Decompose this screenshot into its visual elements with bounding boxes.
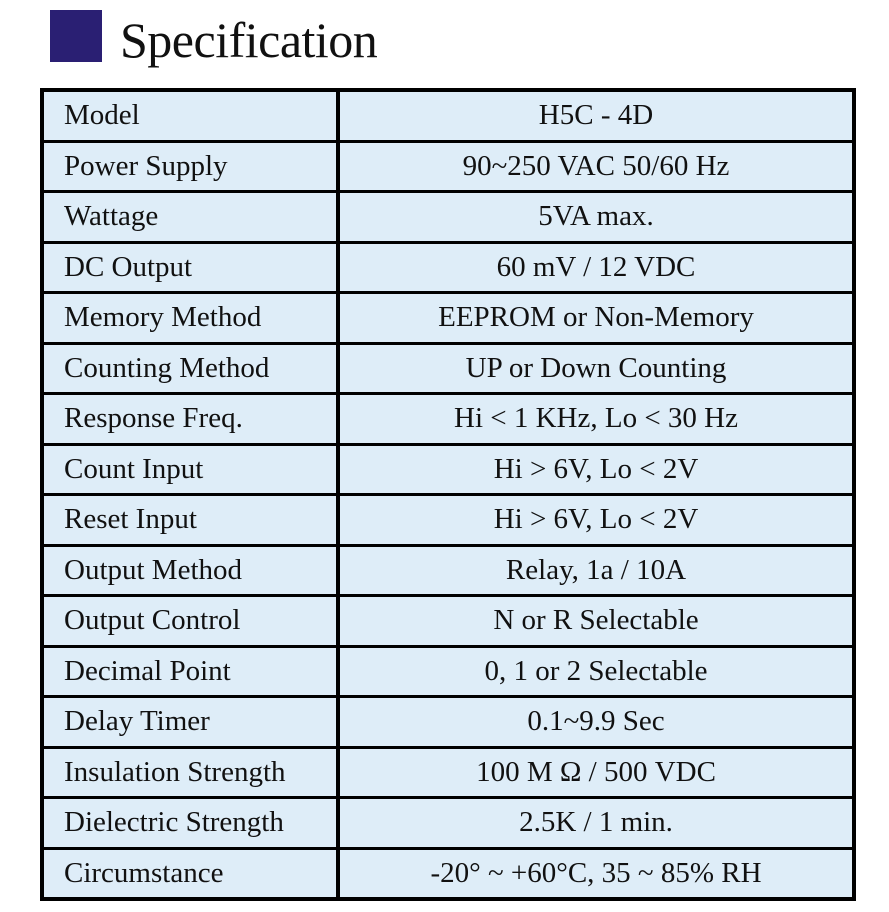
spec-label: Reset Input — [42, 495, 338, 546]
spec-row-insulation-strength — [42, 747, 854, 798]
specification-table — [40, 88, 856, 901]
spec-row-output-control — [42, 596, 854, 647]
spec-row-model — [42, 90, 854, 141]
spec-value: 5VA max. — [338, 192, 854, 243]
spec-value: 0.1~9.9 Sec — [338, 697, 854, 748]
spec-row-dc-output — [42, 242, 854, 293]
spec-row-response-freq — [42, 394, 854, 445]
spec-label: Delay Timer — [42, 697, 338, 748]
spec-row-circumstance — [42, 848, 854, 899]
spec-label: Power Supply — [42, 141, 338, 192]
spec-value: 60 mV / 12 VDC — [338, 242, 854, 293]
spec-label: Insulation Strength — [42, 747, 338, 798]
spec-value: N or R Selectable — [338, 596, 854, 647]
page-title: Specification — [120, 12, 378, 68]
spec-label: Count Input — [42, 444, 338, 495]
spec-row-reset-input — [42, 495, 854, 546]
spec-value: 100 M Ω / 500 VDC — [338, 747, 854, 798]
spec-value: 90~250 VAC 50/60 Hz — [338, 141, 854, 192]
spec-value: 2.5K / 1 min. — [338, 798, 854, 849]
spec-value: -20° ~ +60°C, 35 ~ 85% RH — [338, 848, 854, 899]
spec-label: Output Method — [42, 545, 338, 596]
spec-label: DC Output — [42, 242, 338, 293]
spec-row-count-input — [42, 444, 854, 495]
spec-label: Counting Method — [42, 343, 338, 394]
spec-value: Hi < 1 KHz, Lo < 30 Hz — [338, 394, 854, 445]
spec-value: Hi > 6V, Lo < 2V — [338, 495, 854, 546]
spec-label: Wattage — [42, 192, 338, 243]
spec-label: Decimal Point — [42, 646, 338, 697]
title-marker-square — [50, 10, 102, 62]
spec-label: Output Control — [42, 596, 338, 647]
spec-row-counting-method — [42, 343, 854, 394]
spec-value: Hi > 6V, Lo < 2V — [338, 444, 854, 495]
spec-value: UP or Down Counting — [338, 343, 854, 394]
spec-label: Response Freq. — [42, 394, 338, 445]
spec-row-delay-timer — [42, 697, 854, 748]
spec-value: H5C - 4D — [338, 90, 854, 141]
spec-row-wattage — [42, 192, 854, 243]
spec-label: Memory Method — [42, 293, 338, 344]
spec-label: Circumstance — [42, 848, 338, 899]
spec-row-memory-method — [42, 293, 854, 344]
spec-value: 0, 1 or 2 Selectable — [338, 646, 854, 697]
spec-row-output-method — [42, 545, 854, 596]
spec-label: Dielectric Strength — [42, 798, 338, 849]
spec-label: Model — [42, 90, 338, 141]
spec-value: Relay, 1a / 10A — [338, 545, 854, 596]
spec-row-decimal-point — [42, 646, 854, 697]
page-header — [50, 8, 377, 72]
spec-row-dielectric-strength — [42, 798, 854, 849]
spec-row-power-supply — [42, 141, 854, 192]
spec-value: EEPROM or Non-Memory — [338, 293, 854, 344]
